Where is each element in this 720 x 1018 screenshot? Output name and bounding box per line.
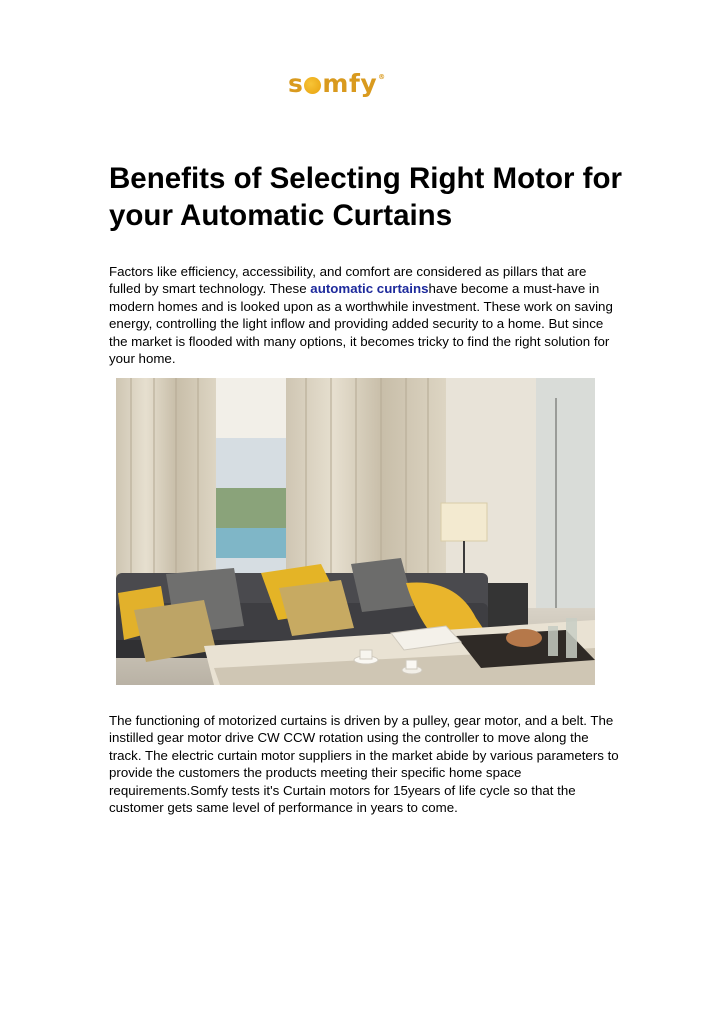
living-room-photo (116, 378, 595, 685)
somfy-logo (288, 66, 386, 100)
intro-paragraph (109, 263, 619, 367)
logo-dot-icon (304, 77, 321, 94)
body-paragraph: The functioning of motorized curtains is driven by a pulley, gear motor, and a belt. The instilled gear motor drive CW CCW rotation using the controller to move along the track. The electric curtain motor suppliers in the market abide by various parameters to provide the customers the products meeting their specific home space requirements.Somfy tests it's Curtain motors for 15years of life cycle so that the customer gets same level of performance in years to come. (109, 713, 619, 816)
logo-registered-mark: ® (378, 73, 386, 81)
intro-text-after: have become a must-have in modern homes and is looked upon as a worthwhile investment. These work on saving energy, controlling the light inflow and providing added security to a home. But since the market is flooded with many options, it becomes tricky to find the right solution for your home. (109, 281, 613, 367)
living-room-illustration (116, 378, 595, 685)
page-title: Benefits of Selecting Right Motor for your Automatic Curtains (109, 162, 622, 232)
automatic-curtains-link[interactable]: automatic curtains (310, 281, 429, 297)
intro-text-before: Factors like efficiency, accessibility, and comfort are considered as pillars that are fulled by smart technology. These (109, 264, 587, 297)
logo-text-start: s (288, 68, 304, 98)
logo-text-end: mfy (322, 68, 378, 98)
